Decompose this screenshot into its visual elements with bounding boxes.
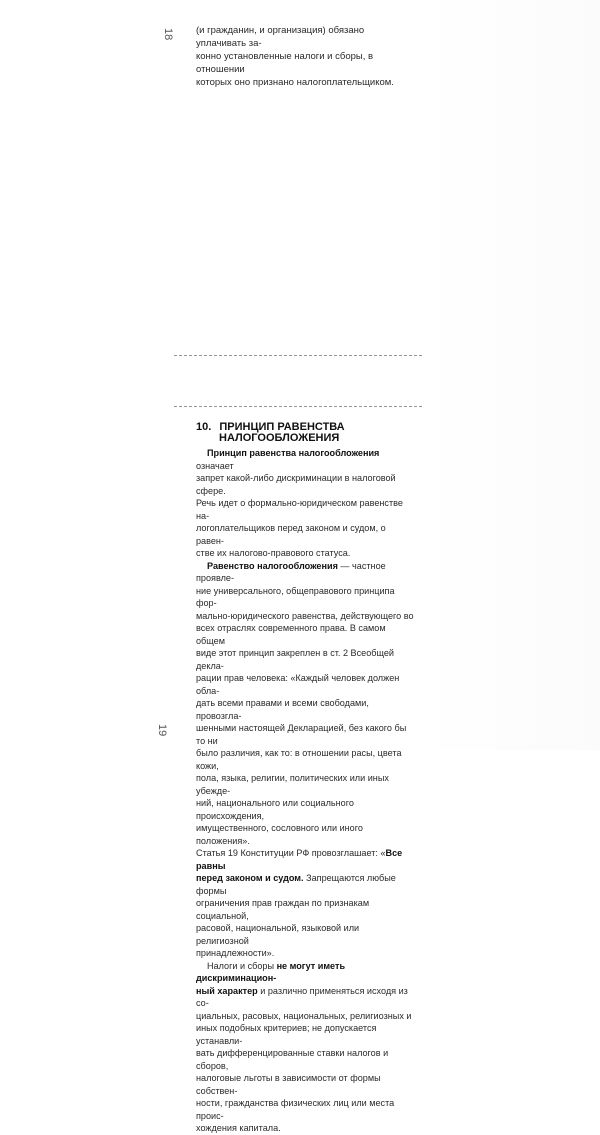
section-title-line-2: НАЛОГООБЛОЖЕНИЯ: [219, 432, 340, 444]
top-paragraph: [196, 24, 414, 89]
paragraph-3-bold-2: ный характер: [196, 985, 258, 996]
dashed-separator-top: [174, 355, 422, 357]
paragraph-2-tail-line: Запрещаются любые формы: [196, 873, 396, 896]
paragraph-2-line: мально-юридического равенства, действующего во: [196, 610, 414, 621]
paragraph-2-line: ний, национального или социального происхождения,: [196, 798, 354, 821]
paragraph-2-line: — частное проявле-: [196, 560, 386, 583]
constitution-quote-bold-2: перед законом и судом.: [196, 873, 304, 883]
top-text-line: конно установленные налоги и сборы, в отношении: [196, 51, 374, 75]
paragraph-1-line: логоплательщиков перед законом и судом, о равен-: [196, 523, 386, 546]
paragraph-1-line: запрет какой-либо дискриминации в налоговой сфере.: [196, 473, 396, 496]
paragraph-2-line: имущественного, сословного или иного положения».: [196, 823, 363, 846]
paragraph-2-tail-line: принадлежности».: [196, 948, 275, 958]
paragraph-2-line: виде этот принцип закреплен в ст. 2 Всеобщей декла-: [196, 648, 394, 671]
paragraph-3-line: вать дифференцированные ставки налогов и сборов,: [196, 1048, 389, 1071]
paragraph-3-bold-1: не могут иметь дискриминацион-: [196, 960, 346, 983]
paragraph-2-bold-term: Равенство налогообложения: [207, 560, 338, 571]
bottom-page-number: 19: [156, 724, 168, 737]
paragraph-2: [196, 560, 414, 960]
paragraph-2-line: было различия, как то: в отношении расы, цвета кожи,: [196, 748, 402, 771]
paragraph-2-tail-line: расовой, национальной, языковой или религиозной: [196, 923, 360, 946]
paragraph-3-line: ности, гражданства физических лиц или места проис-: [196, 1098, 395, 1121]
paragraph-2-line: всех отраслях современного права. В самом общем: [196, 623, 386, 646]
section-heading: [196, 422, 416, 444]
paragraph-2-line: рации прав человека: «Каждый человек должен обла-: [196, 673, 400, 696]
paragraph-1-line: стве их налогово-правового статуса.: [196, 548, 351, 558]
paragraph-2-line: шенными настоящей Декларацией, без какого бы то ни: [196, 723, 407, 746]
paragraph-2-tail-line: ограничения прав граждан по признакам социальной,: [196, 898, 370, 921]
top-text-line: (и гражданин, и организация) обязано уплачивать за-: [196, 25, 365, 49]
section-body: [196, 447, 414, 1135]
paragraph-3-line: налоговые льготы в зависимости от формы собствен-: [196, 1073, 381, 1096]
top-page-number: 18: [162, 28, 174, 41]
paragraph-3-line: хождения капитала.: [196, 1123, 281, 1133]
dashed-separator-bottom: [174, 406, 422, 408]
constitution-quote-bold-1: Все равны: [196, 848, 403, 871]
paragraph-3-line: и различно применяться исходя из со-: [196, 985, 408, 1008]
paragraph-2-line: Статья 19 Конституции РФ провозглашает: «: [196, 848, 386, 858]
paragraph-3-line: циальных, расовых, национальных, религиозных и: [196, 1010, 412, 1021]
section-number: 10.: [196, 421, 212, 433]
top-text-line: которых оно признано налогоплательщиком.: [196, 77, 394, 88]
paragraph-1: [196, 447, 414, 560]
paragraph-1-line: Речь идет о формально-юридическом равенстве на-: [196, 498, 403, 521]
paragraph-1-bold-term: Принцип равенства налогообложения: [207, 448, 380, 458]
paragraph-3-line: иных подобных критериев; не допускается устанавли-: [196, 1023, 377, 1046]
section-title-line-1: ПРИНЦИП РАВЕНСТВА: [219, 421, 345, 433]
paragraph-2-line: пола, языка, религии, политических или иных убежде-: [196, 773, 389, 796]
paragraph-3-start: Налоги и сборы: [207, 960, 277, 971]
paragraph-1-line: означает: [196, 460, 234, 471]
paragraph-2-line: дать всеми правами и всеми свободами, провозгла-: [196, 698, 369, 721]
paragraph-3: [196, 960, 414, 1135]
paragraph-2-line: ние универсального, общеправового принципа фор-: [196, 585, 395, 608]
